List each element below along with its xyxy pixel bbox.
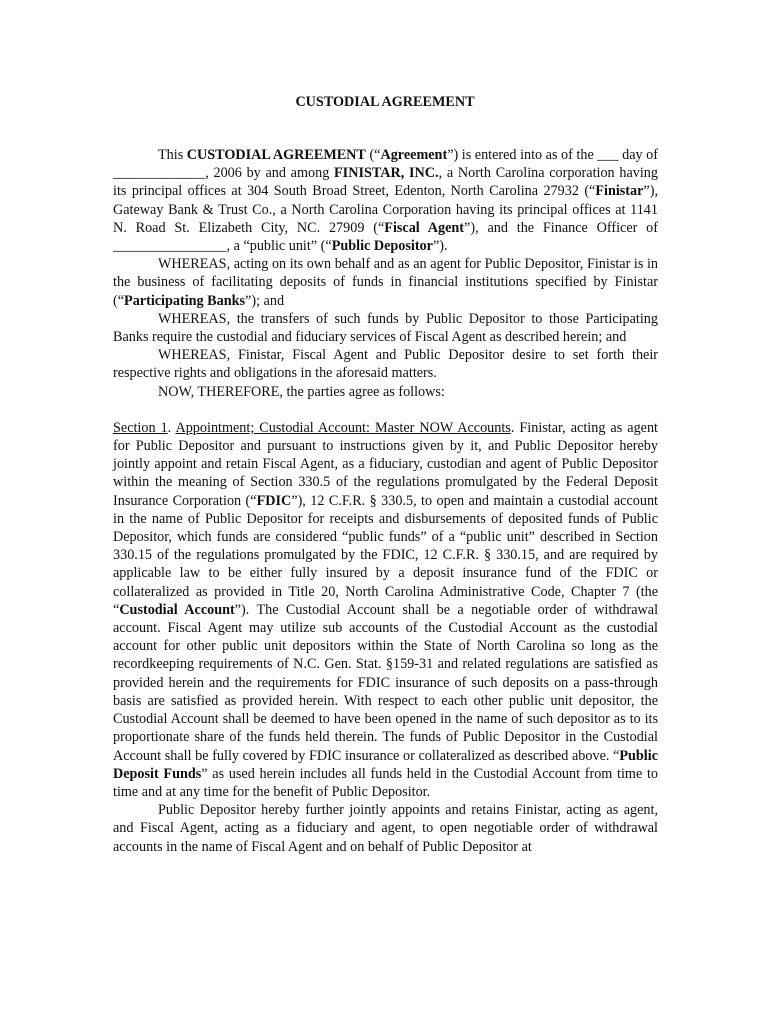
section-1-text-1: . Finistar, acting as agent for Public Depositor and pursuant to instructions given by it, and Public Depositor hereby jointly appoint and retain Fiscal Agent, as a fiduciary, custodian and agent of Public Depositor within the meaning of Section 330.5 of the regulations promulgated by the Federal Deposit Insurance Corporation (“ [113, 419, 658, 509]
section-1-bold-fdic: FDIC [256, 492, 292, 509]
intro-bold-public-depositor: Public Depositor [331, 238, 433, 255]
intro-bold-agreement-name: CUSTODIAL AGREEMENT [186, 147, 366, 163]
now-therefore-paragraph: NOW, THEREFORE, the parties agree as follows: [158, 383, 445, 400]
whereas1-bold-participating-banks: Participating Banks [124, 292, 246, 309]
intro-text-6: ”), and the Finance Officer of ________________, a “public unit” (“ [113, 219, 658, 255]
section-1-bold-public-deposit-funds: Public Deposit Funds [113, 747, 658, 782]
whereas-paragraph-1 [113, 255, 658, 310]
intro-text-5: ”), Gateway Bank & Trust Co., a North Carolina Corporation having its principal offices at 1141 N. Road St. Elizabeth City, NC. 27909 (“ [113, 183, 658, 236]
intro-text-3: ”) is entered into as of the ___ day of _____________, 2006 by and among [113, 147, 658, 182]
whereas1-text-1: WHEREAS, acting on its own behalf and as an agent for Public Depositor, Finistar is in the business of facilitating deposits of funds in financial institutions specified by Finistar (“ [113, 256, 658, 309]
intro-text-2: (“ [365, 147, 381, 163]
intro-text-4: , a North Carolina corporation having its principal offices at 304 South Broad Street, Edenton, North Carolina 27932 (“ [113, 165, 658, 200]
intro-text-7: ”). [432, 238, 448, 255]
intro-bold-agreement: Agreement [380, 147, 448, 163]
section-1-heading: Appointment; Custodial Account: Master NOW Accounts [175, 419, 511, 436]
whereas1-text-2: ”); and [245, 292, 285, 309]
section-1-text-3: ”). The Custodial Account shall be a negotiable order of withdrawal account. Fiscal Agent may utilize sub accounts of the Custodial Account as the custodial account for other public unit depositors within the State of North Carolina so long as the recordkeeping requirements of N.C. Gen. Stat. §159-31 and related regulations are satisfied as provided herein and the requirements for FDIC insurance of such deposits on a pass-through basis are satisfied as provided herein. With respect to each other public unit depositor, the Custodial Account shall be deemed to have been opened in the name of such depositor as to its proportionate share of the funds held therein. The funds of Public Depositor in the Custodial Account shall be fully covered by FDIC insurance or collateralized as described above. “ [113, 601, 659, 764]
section-1-text-2: ”), 12 C.F.R. § 330.5, to open and maintain a custodial account in the name of Public Depositor for receipts and disbursements of deposited funds of Public Depositor, which funds are considered “public funds” of a “public unit” described in Section 330.15 of the regulations promulgated by the FDIC, 12 C.F.R. § 330.15, and are required by applicable law to be either fully insured by a deposit insurance fund of the FDIC or collateralized as provided in Title 20, North Carolina Administrative Code, Chapter 7 (the “ [113, 492, 659, 618]
intro-bold-fiscal-agent: Fiscal Agent [384, 219, 465, 236]
whereas-paragraph-3: WHEREAS, Finistar, Fiscal Agent and Public Depositor desire to set forth their respective rights and obligations in the aforesaid matters. [113, 347, 658, 382]
intro-text-1: This [158, 147, 187, 163]
intro-bold-finistar-inc: FINISTAR, INC. [334, 165, 439, 182]
intro-bold-finistar: Finistar [595, 183, 644, 200]
section-1-bold-custodial-account: Custodial Account [119, 601, 235, 618]
section-1-separator: . [167, 419, 176, 436]
whereas-paragraph-2: WHEREAS, the transfers of such funds by Public Depositor to those Participating Banks require the custodial and fiduciary services of Fiscal Agent as described herein; and [113, 310, 658, 346]
section-1-paragraph [113, 419, 658, 801]
section-1-text-4: ” as used herein includes all funds held in the Custodial Account from time to time and at any time for the benefit of Public Depositor. [113, 765, 658, 800]
intro-paragraph [113, 146, 658, 255]
document-body [113, 146, 658, 856]
document-title: CUSTODIAL AGREEMENT [295, 94, 475, 110]
section-1-label: Section 1 [113, 419, 168, 436]
final-paragraph: Public Depositor hereby further jointly appoints and retains Finistar, acting as agent, and Fiscal Agent, acting as a fiduciary and agent, to open negotiable order of withdrawal accounts in the name of Fiscal Agent and on behalf of Public Depositor at [113, 802, 658, 855]
